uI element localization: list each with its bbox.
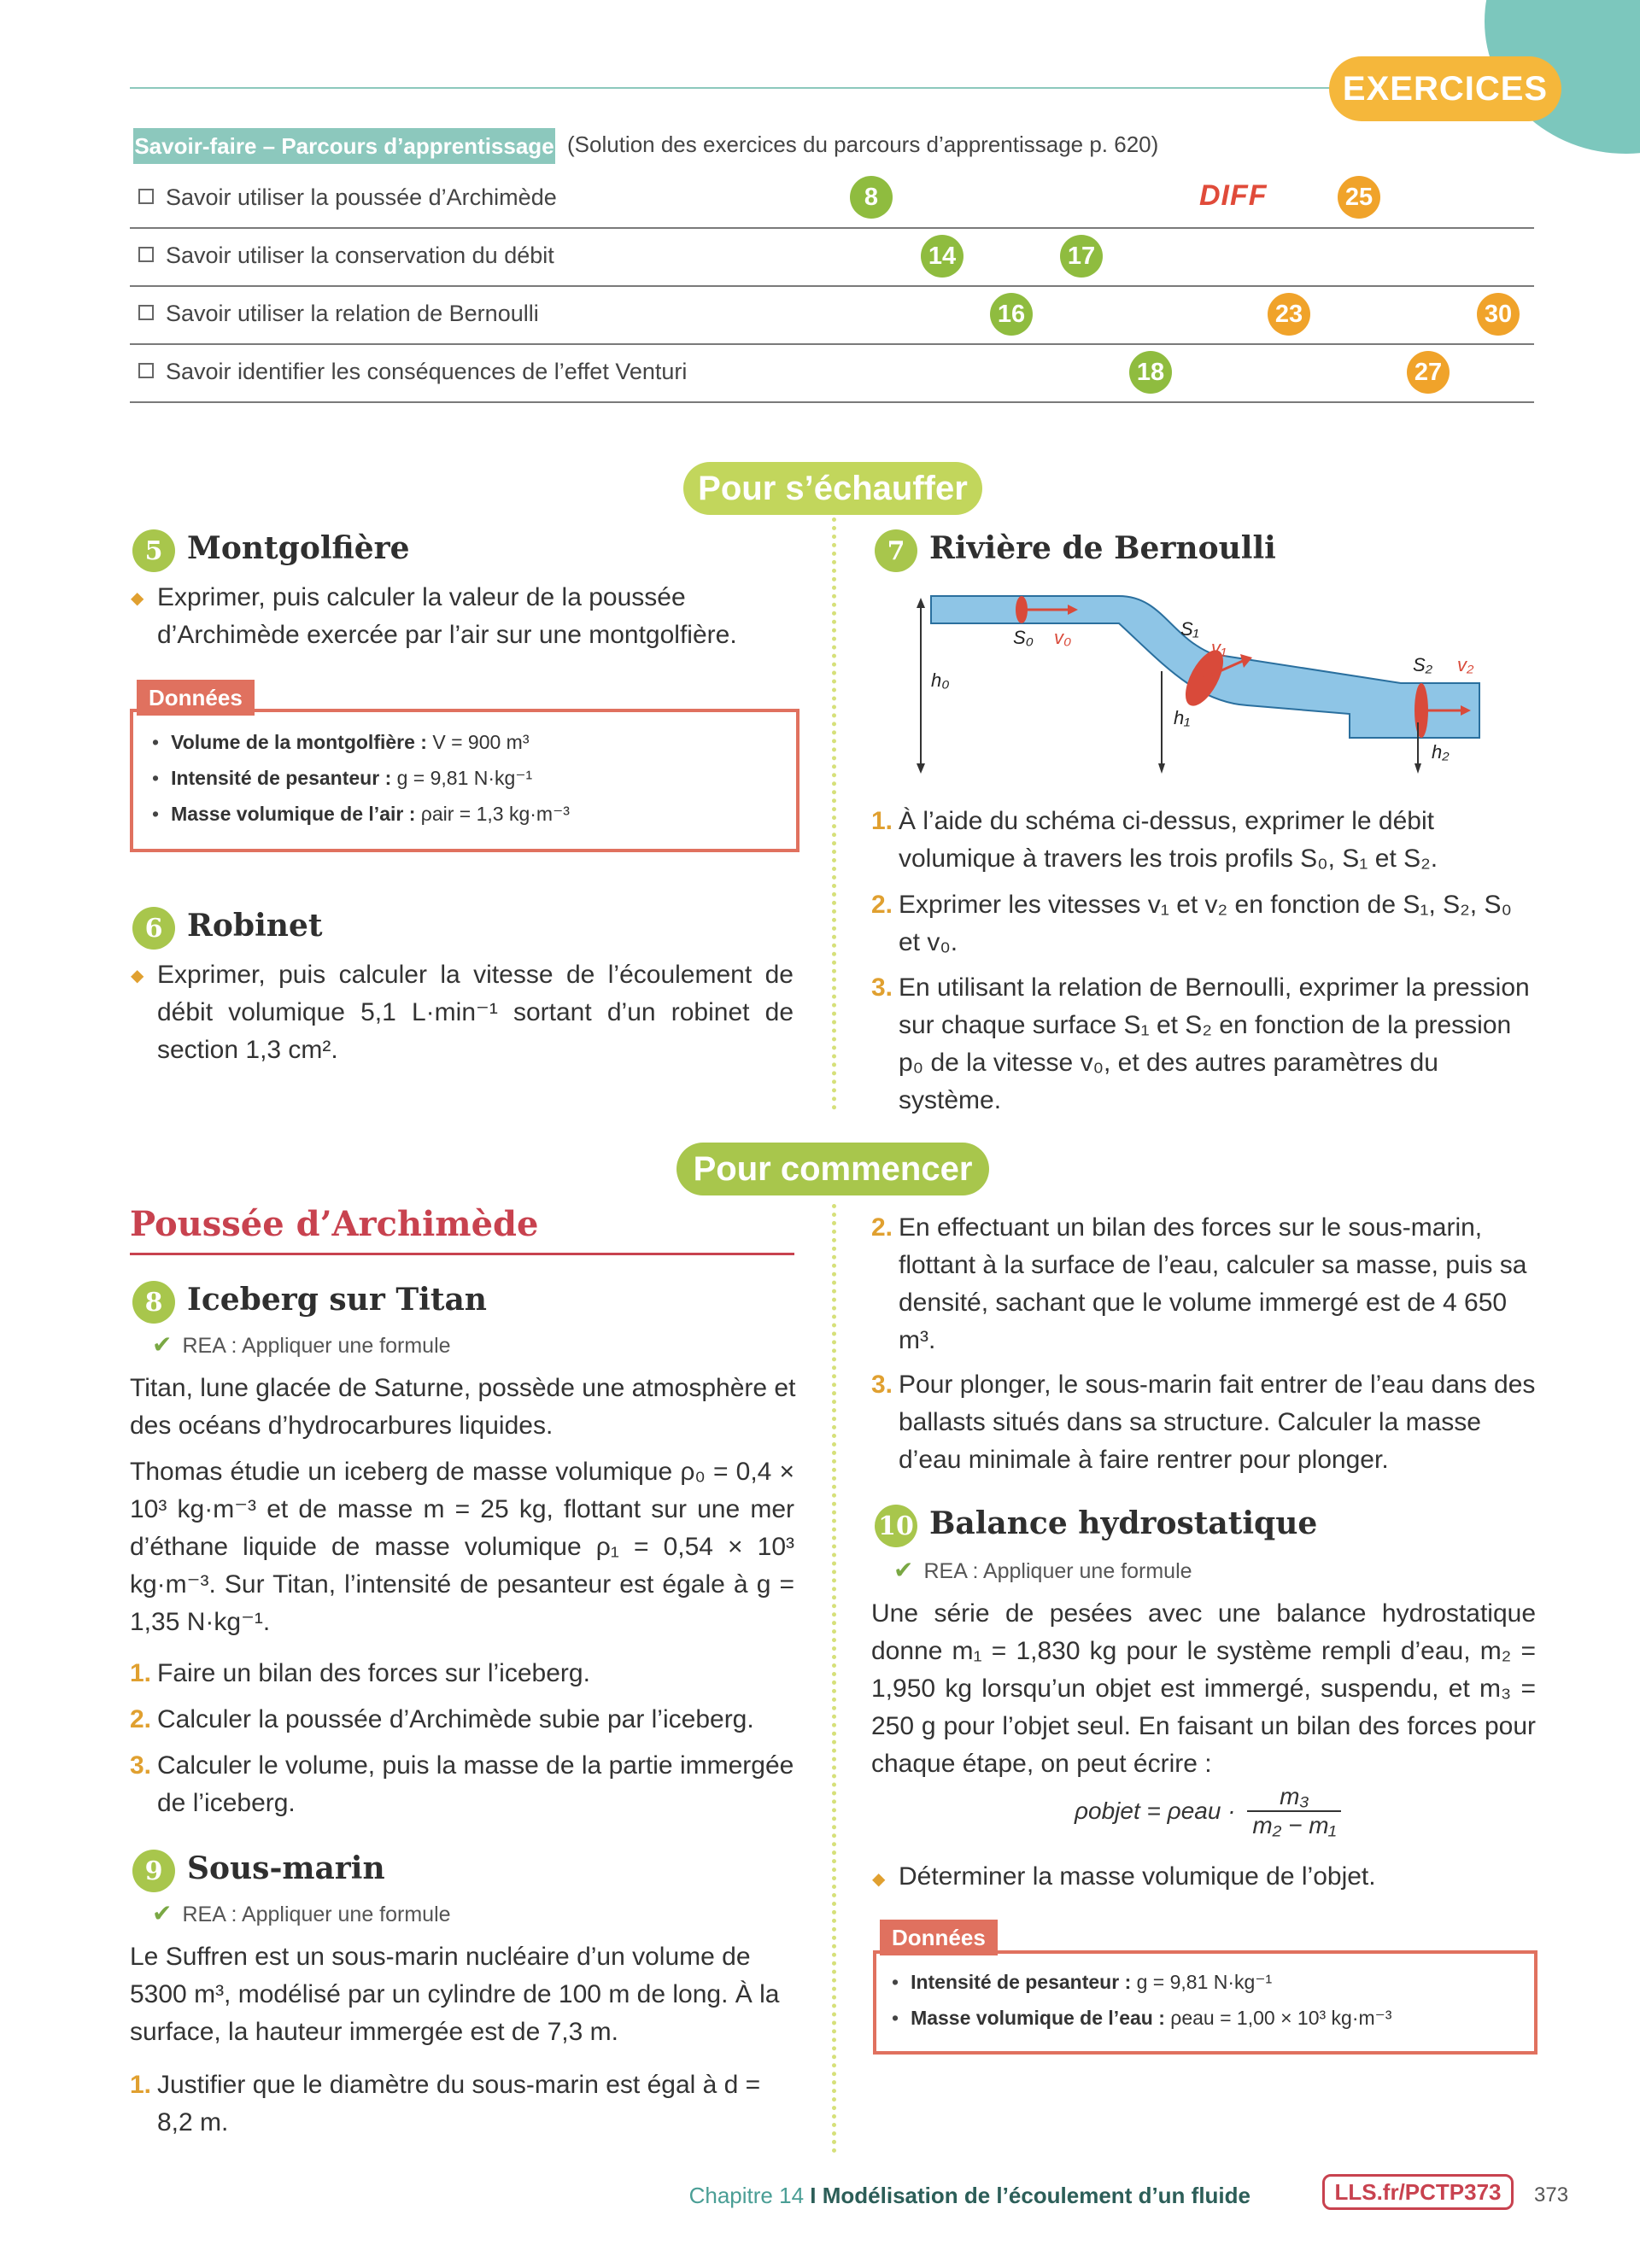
label-v1: v₁ [1211, 637, 1227, 658]
check-icon: ✔ [893, 1557, 914, 1583]
section-rule [130, 1253, 794, 1255]
exercise-badge[interactable]: 25 [1338, 176, 1380, 219]
donnee-item: • Masse volumique de l’eau : ρeau = 1,00 × 10³ kg·m⁻³ [892, 2000, 1534, 2036]
title-text: Iceberg sur Titan [187, 1282, 487, 1318]
exercise-9-question-2: 2. En effectuant un bilan des forces sur le sous-marin, flottant à la surface de l’eau, calculer sa masse, puis sa densité, sachant que le volume immergé est de 4 650 m³. [871, 1213, 1527, 1354]
exercise-9-question-1: 1. Justifier que le diamètre du sous-marin est égal à d = 8,2 m. [130, 2071, 761, 2136]
exercise-5-text: Exprimer, puis calculer la valeur de la poussée d’Archimède exercée par l’air sur une montgolfière. [157, 583, 737, 649]
checkbox-icon [138, 363, 154, 378]
exercise-badge[interactable]: 8 [850, 176, 893, 219]
donnees-tag: Données [137, 680, 255, 716]
formula: ρobjet = ρeau · $\frac{\text{m₃}}{\text{m₂ − m₁}}$ [1075, 1783, 1341, 1839]
exercise-badge[interactable]: 16 [990, 293, 1033, 336]
savoir-faire-row [130, 345, 1534, 403]
exercise-7-question-2: 2. Exprimer les vitesses v₁ et v₂ en fonction de S₁, S₂, S₀ et v₀. [871, 891, 1512, 956]
check-icon: ✔ [152, 1900, 173, 1926]
title-text: Rivière de Bernoulli [929, 530, 1276, 566]
label-s1: S₁ [1180, 618, 1199, 640]
label-s2: S₂ [1413, 654, 1433, 675]
savoir-faire-note: (Solution des exercices du parcours d’apprentissage p. 620) [567, 132, 1159, 157]
exercise-number: 7 [875, 529, 917, 572]
skill-tag: ✔ REA : Appliquer une formule [152, 1900, 451, 1926]
bernoulli-diagram [905, 586, 1486, 777]
label-h1: h₁ [1174, 707, 1191, 728]
exercise-number: 5 [132, 529, 175, 572]
donnee-item: • Masse volumique de l’air : ρair = 1,3 kg·m⁻³ [152, 796, 796, 832]
skill-tag: ✔ REA : Appliquer une formule [152, 1331, 451, 1358]
exercices-tab: EXERCICES [1329, 56, 1561, 121]
label-h0: h₀ [931, 669, 950, 691]
exercise-8-question-3: 3. Calculer le volume, puis la masse de la partie immergée de l’iceberg. [130, 1751, 794, 1817]
title-text: Sous-marin [187, 1850, 385, 1886]
donnee-item: • Volume de la montgolfière : V = 900 m³ [152, 724, 796, 760]
exercise-number: 8 [132, 1281, 175, 1324]
exercise-number: 10 [875, 1505, 917, 1547]
exercise-8-question-1: 1. Faire un bilan des forces sur l’iceberg. [130, 1659, 590, 1687]
label-h2: h₂ [1432, 741, 1450, 763]
footer-chapter: Chapitre 14 I Modélisation de l’écoulement d’un fluide [688, 2183, 1250, 2208]
exercise-number: 9 [132, 1850, 175, 1892]
column-divider [832, 517, 836, 1110]
exercise-10-title [875, 1505, 1317, 1547]
title-text: Balance hydrostatique [929, 1505, 1318, 1541]
title-text: Robinet [187, 908, 323, 944]
donnees-tag: Données [880, 1920, 998, 1955]
exercise-badge[interactable]: 30 [1477, 293, 1520, 336]
section-title-archimede: Poussée d’Archimède [130, 1204, 539, 1244]
section-pill-start: Pour commencer [676, 1143, 989, 1195]
exercise-9-text: Le Suffren est un sous-marin nucléaire d’un volume de 5300 m³, modélisé par un cylindre de 100 m de long. À la surface, la hauteur immergée est de 7,3 m. [130, 1943, 780, 2046]
bullet-icon: ◆ [872, 1870, 886, 1889]
column-divider [832, 1204, 836, 2154]
donnees-box [130, 709, 800, 852]
exercise-8-text: Thomas étudie un iceberg de masse volumique ρ₀ = 0,4 × 10³ kg·m⁻³ et de masse m = 25 kg, flottant sur une mer d’éthane liquide de masse volumique ρ₁ = 0,54 × 10³ kg·m⁻³. Sur Titan, l’intensité de pesanteur est égale à g = 1,35 N·kg⁻¹. [130, 1458, 794, 1636]
row-label: Savoir utiliser la poussée d’Archimède [166, 184, 557, 210]
exercise-badge[interactable]: 27 [1407, 351, 1450, 394]
checkbox-icon [138, 247, 154, 262]
exercise-badge[interactable]: 23 [1268, 293, 1310, 336]
checkbox-icon [138, 305, 154, 320]
skill-tag: ✔ REA : Appliquer une formule [893, 1557, 1192, 1583]
exercise-10-text: Une série de pesées avec une balance hydrostatique donne m₁ = 1,830 kg pour le système rempli d’eau, m₂ = 1,950 kg lorsqu’un objet est immergé, suspendu, et m₃ = 250 g pour l’objet seul. En faisant un bilan des forces pour chaque étape, on peut écrire : [871, 1599, 1536, 1778]
savoir-faire-title: Savoir-faire – Parcours d’apprentissage [133, 128, 555, 164]
title-text: Montgolfière [187, 530, 410, 566]
section-pill-warmup: Pour s’échauffer [683, 462, 982, 515]
row-label: Savoir utiliser la relation de Bernoulli [166, 301, 539, 326]
exercise-5-title [132, 529, 409, 572]
exercise-10-task: Déterminer la masse volumique de l’objet. [899, 1862, 1376, 1891]
exercise-6-title [132, 907, 322, 950]
check-icon: ✔ [152, 1331, 173, 1358]
footer-link[interactable]: LLS.fr/PCTP373 [1322, 2174, 1514, 2210]
label-v0: v₀ [1054, 627, 1072, 648]
donnee-item: • Intensité de pesanteur : g = 9,81 N·kg⁻¹ [892, 1964, 1534, 2000]
checkbox-icon [138, 189, 154, 204]
label-s0: S₀ [1013, 627, 1034, 648]
row-label: Savoir utiliser la conservation du débit [166, 243, 554, 268]
exercise-9-question-3: 3. Pour plonger, le sous-marin fait entrer de l’eau dans des ballasts situés dans sa structure. Calculer la masse d’eau minimale à faire rentrer pour plonger. [871, 1371, 1536, 1474]
exercise-badge[interactable]: 18 [1129, 351, 1172, 394]
page-number: 373 [1534, 2183, 1569, 2207]
savoir-faire-row [130, 229, 1534, 287]
label-v2: v₂ [1457, 654, 1474, 675]
diff-label: DIFF [1199, 179, 1268, 212]
exercise-7-question-3: 3. En utilisant la relation de Bernoulli, exprimer la pression sur chaque surface S₁ et S₂ en fonction de la pression p₀ de la vitesse v₀, et des autres paramètres du système. [871, 973, 1530, 1114]
exercise-7-question-1: 1. À l’aide du schéma ci-dessus, exprimer le débit volumique à travers les trois profils S₀, S₁ et S₂. [871, 807, 1438, 873]
exercise-number: 6 [132, 907, 175, 950]
exercise-badge[interactable]: 14 [921, 235, 964, 278]
donnees-box [873, 1950, 1538, 2055]
savoir-faire-row [130, 171, 1534, 229]
savoir-faire-row [130, 287, 1534, 345]
donnee-item: • Intensité de pesanteur : g = 9,81 N·kg⁻¹ [152, 760, 796, 796]
exercise-8-question-2: 2. Calculer la poussée d’Archimède subie par l’iceberg. [130, 1705, 754, 1733]
exercise-6-text: Exprimer, puis calculer la vitesse de l’écoulement de débit volumique 5,1 L·min⁻¹ sortant d’un robinet de section 1,3 cm². [157, 961, 794, 1064]
row-label: Savoir identifier les conséquences de l’effet Venturi [166, 359, 688, 384]
bullet-icon: ◆ [131, 967, 144, 985]
bullet-icon: ◆ [131, 589, 144, 608]
exercise-9-title [132, 1850, 385, 1892]
header-rule [130, 87, 1332, 89]
exercise-7-title [875, 529, 1276, 572]
exercise-8-title [132, 1281, 487, 1324]
exercise-8-intro: Titan, lune glacée de Saturne, possède une atmosphère et des océans d’hydrocarbures liquides. [130, 1374, 796, 1440]
exercise-badge[interactable]: 17 [1060, 235, 1103, 278]
